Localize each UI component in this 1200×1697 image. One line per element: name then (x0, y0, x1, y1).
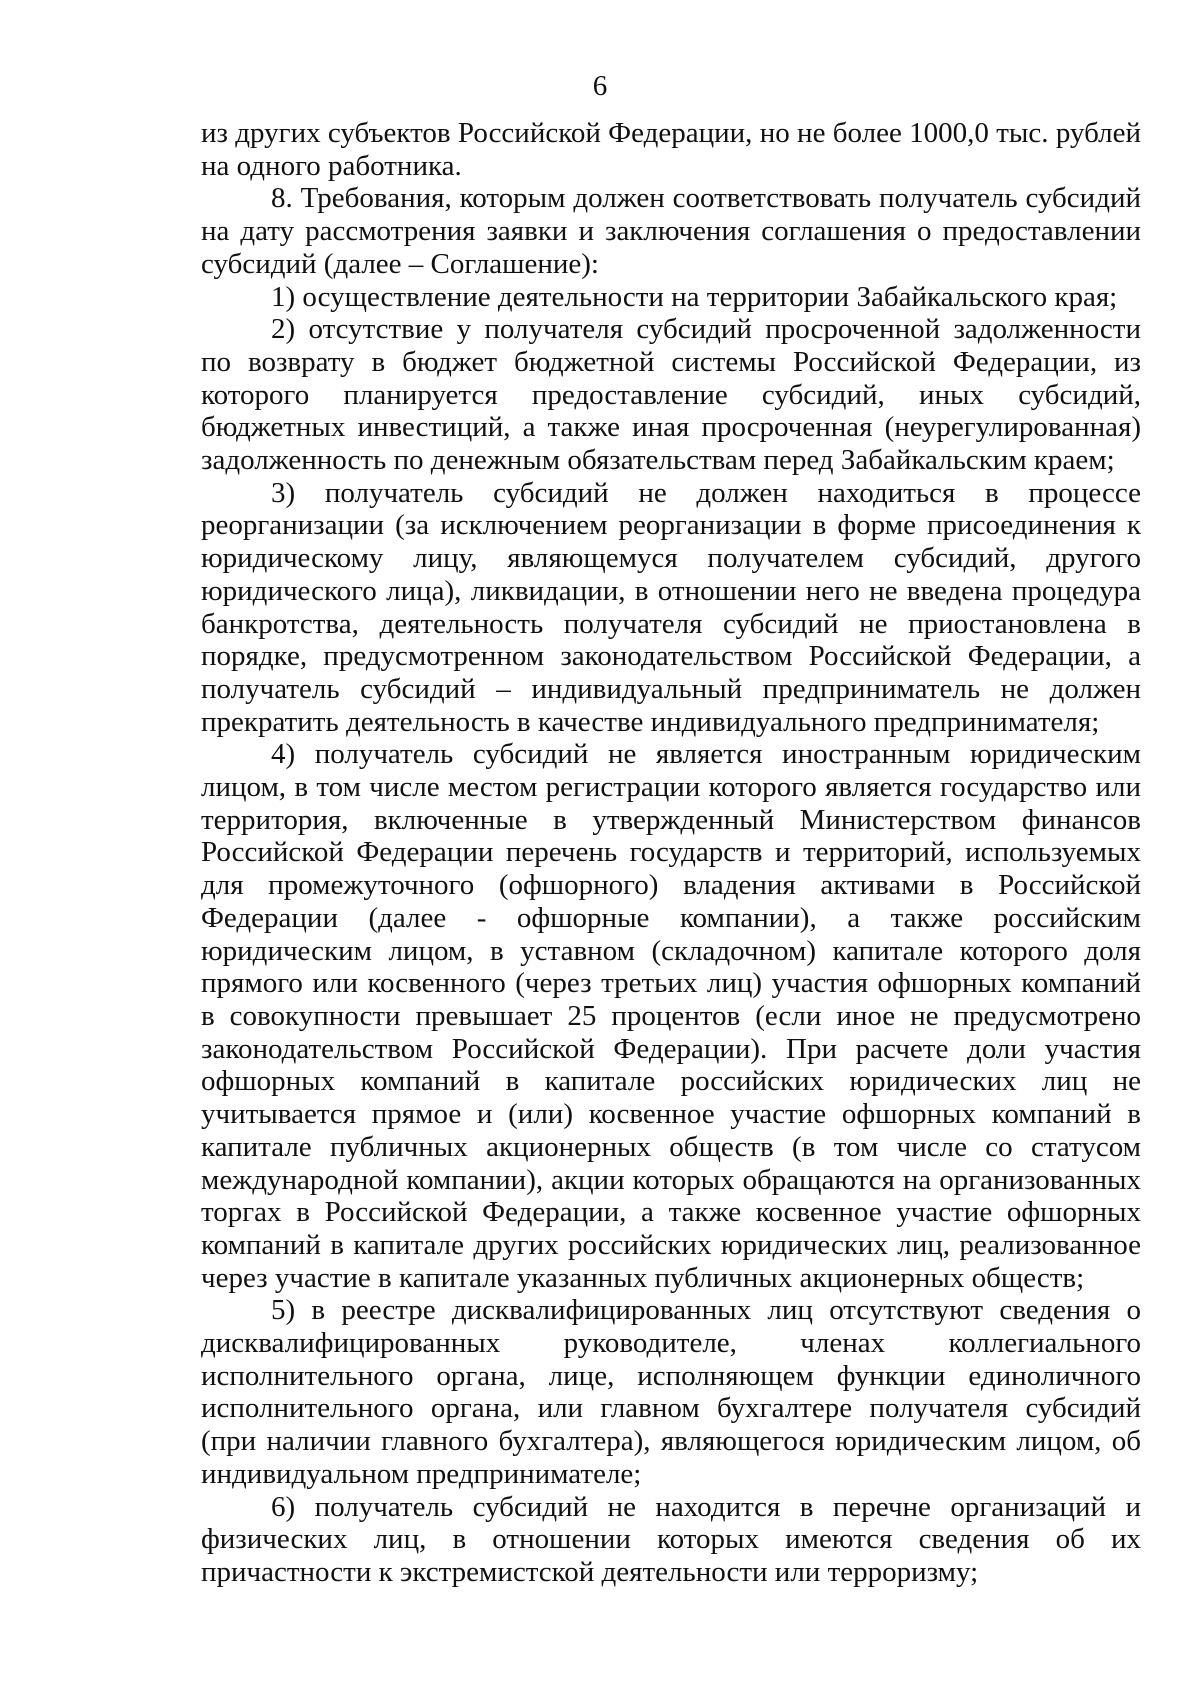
paragraph-continuation: из других субъектов Российской Федерации, но не более 1000,0 тыс. рублей на одного работника. (201, 117, 1141, 182)
paragraph-subitem-5: 5) в реестре дисквалифицированных лиц отсутствуют сведения о дисквалифицированных руководителе, членах коллегиального исполнительного органа, лице, исполняющем функции единоличного исполнительного органа, или главном бухгалтере получателя субсидий (при наличии главного бухгалтера), являющегося юридическим лицом, об индивидуальном предпринимателе; (201, 1294, 1141, 1490)
paragraph-subitem-4: 4) получатель субсидий не является иностранным юридическим лицом, в том числе местом регистрации которого является государство или территория, включенные в утвержденный Министерством финансов Российской Федерации перечень государств и территорий, используемых для промежуточного (офшорного) владения активами в Российской Федерации (далее - офшорные компании), а также российским юридическим лицом, в уставном (складочном) капитале которого доля прямого или косвенного (через третьих лиц) участия офшорных компаний в совокупности превышает 25 процентов (если иное не предусмотрено законодательством Российской Федерации). При расчете доли участия офшорных компаний в капитале российских юридических лиц не учитывается прямое и (или) косвенное участие офшорных компаний в капитале публичных акционерных обществ (в том числе со статусом международной компании), акции которых обращаются на организованных торгах в Российской Федерации, а также косвенное участие офшорных компаний в капитале других российских юридических лиц, реализованное через участие в капитале указанных публичных акционерных обществ; (201, 738, 1141, 1294)
document-body (201, 117, 1141, 1589)
paragraph-subitem-1: 1) осуществление деятельности на территории Забайкальского края; (271, 280, 1118, 313)
paragraph-item-8: 8. Требования, которым должен соответствовать получатель субсидий на дату рассмотрения заявки и заключения соглашения о предоставлении субсидий (далее – Соглашение): (201, 182, 1141, 280)
paragraph-subitem-6: 6) получатель субсидий не находится в перечне организаций и физических лиц, в отношении которых имеются сведения об их причастности к экстремистской деятельности или терроризму; (201, 1490, 1141, 1588)
paragraph-subitem-2: 2) отсутствие у получателя субсидий просроченной задолженности по возврату в бюджет бюджетной системы Российской Федерации, из которого планируется предоставление субсидий, иных субсидий, бюджетных инвестиций, а также иная просроченная (неурегулированная) задолженность по денежным обязательствам перед Забайкальским краем; (201, 313, 1141, 477)
paragraph-subitem-3: 3) получатель субсидий не должен находиться в процессе реорганизации (за исключением реорганизации в форме присоединения к юридическому лицу, являющемуся получателем субсидий, другого юридического лица), ликвидации, в отношении него не введена процедура банкротства, деятельность получателя субсидий не приостановлена в порядке, предусмотренном законодательством Российской Федерации, а получатель субсидий – индивидуальный предприниматель не должен прекратить деятельность в качестве индивидуального предпринимателя; (201, 476, 1141, 738)
page-number: 6 (592, 70, 608, 102)
